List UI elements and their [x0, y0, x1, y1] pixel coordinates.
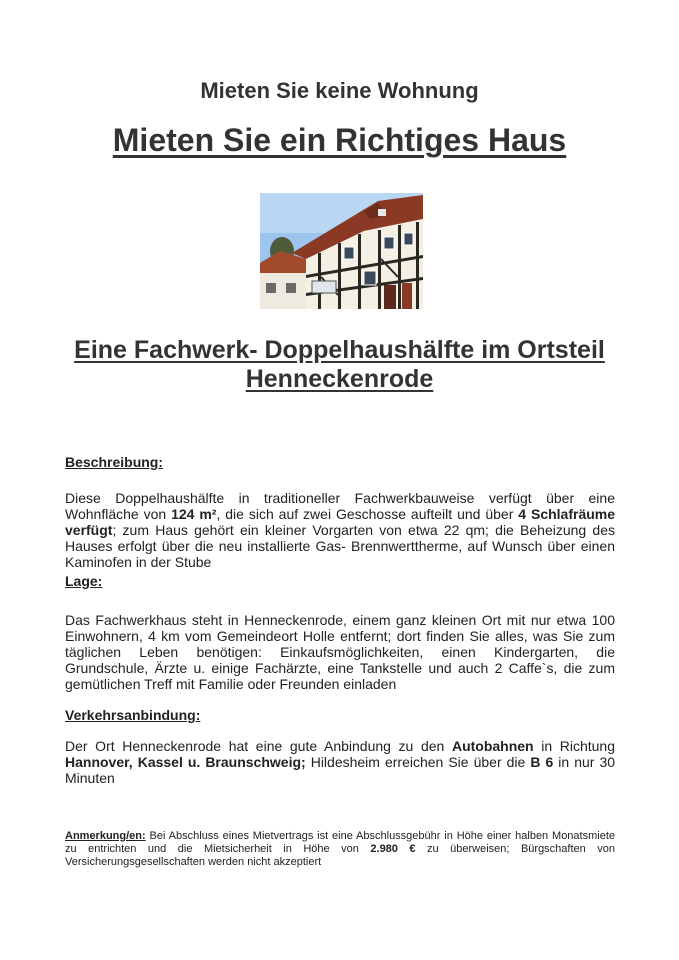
autobahnen-label: Autobahnen: [451, 738, 534, 754]
cities-label: Hannover, Kassel u. Braunschweig;: [65, 754, 306, 770]
house-photo: [260, 193, 423, 309]
bedrooms-value: 4 Schlafräume verfügt: [65, 506, 616, 538]
road-label: B 6: [530, 754, 554, 770]
page-title: Mieten Sie ein Richtiges Haus: [112, 122, 567, 158]
section-heading-lage: Lage:: [65, 573, 103, 589]
property-title: Eine Fachwerk- Doppelhaushälfte im Ortsteil Henneckenrode: [74, 336, 605, 393]
note-paragraph: Anmerkung/en: Bei Abschluss eines Mietvertrags ist eine Abschlussgebühr in Höhe einer halben Monatsmiete zu entrichten und die Mietsicherheit in Höhe von 2.980 € zu überweisen; Bürgschaften von Versicherungsgesellschaften werden nicht akzeptiert: [65, 830, 615, 868]
paragraph-verkehrsanbindung: Der Ort Henneckenrode hat eine gute Anbindung zu den Autobahnen in Richtung Hannover, Kassel u. Braunschweig; Hildesheim erreichen Sie über die B 6 in nur 30 Minuten: [65, 738, 616, 786]
paragraph-lage: Das Fachwerkhaus steht in Henneckenrode, einem ganz kleinen Ort mit nur etwa 100 Einwohnern, 4 km vom Gemeindeort Holle entfernt; dort finden Sie alles, was Sie zum täglichen Leben benötigen: Einkaufsmöglichkeiten, einen Kindergarten, die Grundschule, Ärzte u. einige Fachärzte, eine Tankstelle und auch 2 Caffe`s, die zum gemütlichen Treff mit Familie oder Freunden einladen: [65, 612, 615, 692]
area-value: 124 m²: [171, 506, 217, 522]
note-label: Anmerkung/en:: [65, 830, 146, 842]
paragraph-beschreibung: Diese Doppelhaushälfte in traditioneller Fachwerkbauweise verfügt über eine Wohnfläche von 124 m², die sich auf zwei Geschosse aufteilt und über 4 Schlafräume verfügt; zum Haus gehört ein kleiner Vorgarten von etwa 22 qm; die Beheizung des Hauses erfolgt über die neu installierte Gas- Brennwerttherme, auf Wunsch über einen Kaminofen in der Stube: [65, 490, 616, 570]
section-heading-beschreibung: Beschreibung:: [65, 454, 164, 470]
deposit-amount: 2.980 €: [370, 843, 416, 855]
page-subtitle: Mieten Sie keine Wohnung: [200, 78, 479, 103]
section-heading-verkehrsanbindung: Verkehrsanbindung:: [65, 707, 201, 723]
